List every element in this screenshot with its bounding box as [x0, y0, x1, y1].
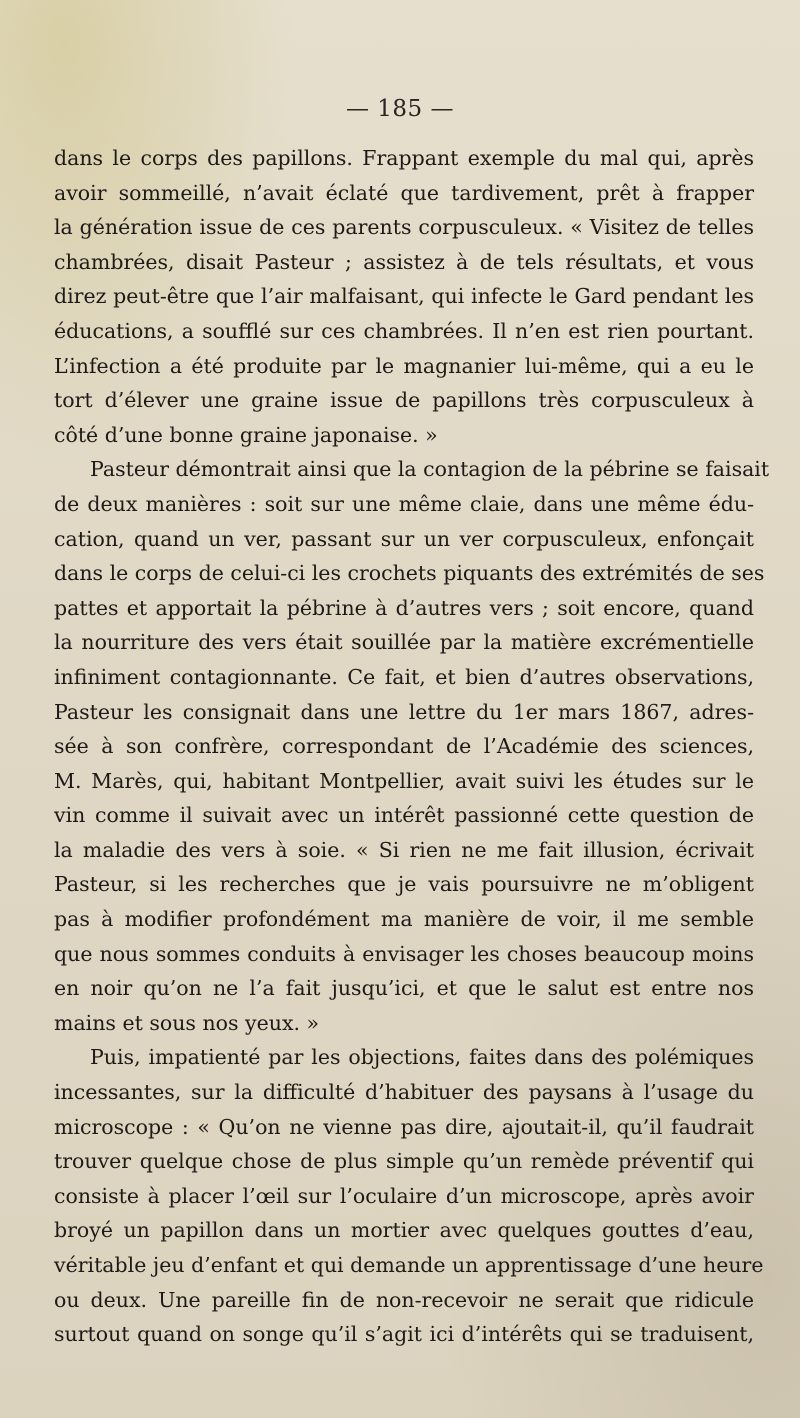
- text-line: éducations, a soufflé sur ces chambrées. Il n’en est rien pourtant.: [54, 318, 754, 343]
- text-line: véritable jeu d’enfant et qui demande un apprentissage d’une heure: [54, 1253, 764, 1277]
- text-line: consiste à placer l’œil sur l’oculaire d’un microscope, après avoir: [54, 1183, 754, 1208]
- text-line: surtout quand on songe qu’il s’agit ici d’intérêts qui se traduisent,: [54, 1322, 754, 1347]
- text-line: Puis, impatienté par les objections, faites dans des polémiques: [90, 1045, 754, 1070]
- text-line: la nourriture des vers était souillée par la matière excrémentielle: [54, 630, 754, 655]
- text-line: Pasteur démontrait ainsi que la contagion de la pébrine se faisait: [90, 457, 770, 482]
- text-line: la maladie des vers à soie. « Si rien ne me fait illusion, écrivait: [54, 837, 754, 862]
- text-line: direz peut-être que l’air malfaisant, qui infecte le Gard pendant les: [54, 284, 754, 309]
- text-line: chambrées, disait Pasteur ; assistez à de tels résultats, et vous: [54, 249, 754, 274]
- text-line: la génération issue de ces parents corpusculeux. « Visitez de telles: [54, 215, 754, 240]
- text-line: en noir qu’on ne l’a fait jusqu’ici, et que le salut est entre nos: [54, 976, 754, 1001]
- text-line: broyé un papillon dans un mortier avec quelques gouttes d’eau,: [54, 1218, 754, 1243]
- text-line: microscope : « Qu’on ne vienne pas dire, ajoutait-il, qu’il faudrait: [54, 1114, 754, 1139]
- text-line: trouver quelque chose de plus simple qu’un remède préventif qui: [54, 1149, 754, 1174]
- text-line: M. Marès, qui, habitant Montpellier, avait suivi les études sur le: [54, 768, 754, 793]
- text-line: pas à modifier profondément ma manière de voir, il me semble: [54, 907, 754, 932]
- text-line: dans le corps de celui-ci les crochets piquants des extrémités de ses: [54, 561, 765, 586]
- page-number: — 185 —: [345, 96, 455, 122]
- text-line: L’infection a été produite par le magnanier lui-même, qui a eu le: [54, 353, 754, 378]
- text-line: incessantes, sur la difficulté d’habituer des paysans à l’usage du: [54, 1080, 754, 1105]
- text-line: cation, quand un ver, passant sur un ver corpusculeux, enfonçait: [54, 526, 754, 551]
- text-line: que nous sommes conduits à envisager les choses beaucoup moins: [54, 941, 754, 966]
- text-line: côté d’une bonne graine japonaise. »: [54, 422, 438, 447]
- body-text: [54, 141, 770, 1352]
- text-line: vin comme il suivait avec un intérêt passionné cette question de: [54, 803, 754, 828]
- text-line: sée à son confrère, correspondant de l’Académie des sciences,: [54, 734, 754, 759]
- text-line: dans le corps des papillons. Frappant exemple du mal qui, après: [54, 146, 754, 170]
- text-line: tort d’élever une graine issue de papillons très corpusculeux à: [54, 388, 754, 413]
- text-line: mains et sous nos yeux. »: [54, 1010, 320, 1035]
- text-line: Pasteur les consignait dans une lettre du 1er mars 1867, adres-: [54, 699, 754, 724]
- text-line: avoir sommeillé, n’avait éclaté que tardivement, prêt à frapper: [54, 180, 754, 205]
- text-line: Pasteur, si les recherches que je vais poursuivre ne m’obligent: [54, 872, 754, 897]
- text-line: pattes et apportait la pébrine à d’autres vers ; soit encore, quand: [54, 595, 754, 620]
- text-line: de deux manières : soit sur une même claie, dans une même édu-: [54, 491, 754, 516]
- text-line: ou deux. Une pareille fin de non-recevoir ne serait que ridicule: [54, 1287, 754, 1312]
- text-line: infiniment contagionnante. Ce fait, et bien d’autres observations,: [54, 664, 754, 689]
